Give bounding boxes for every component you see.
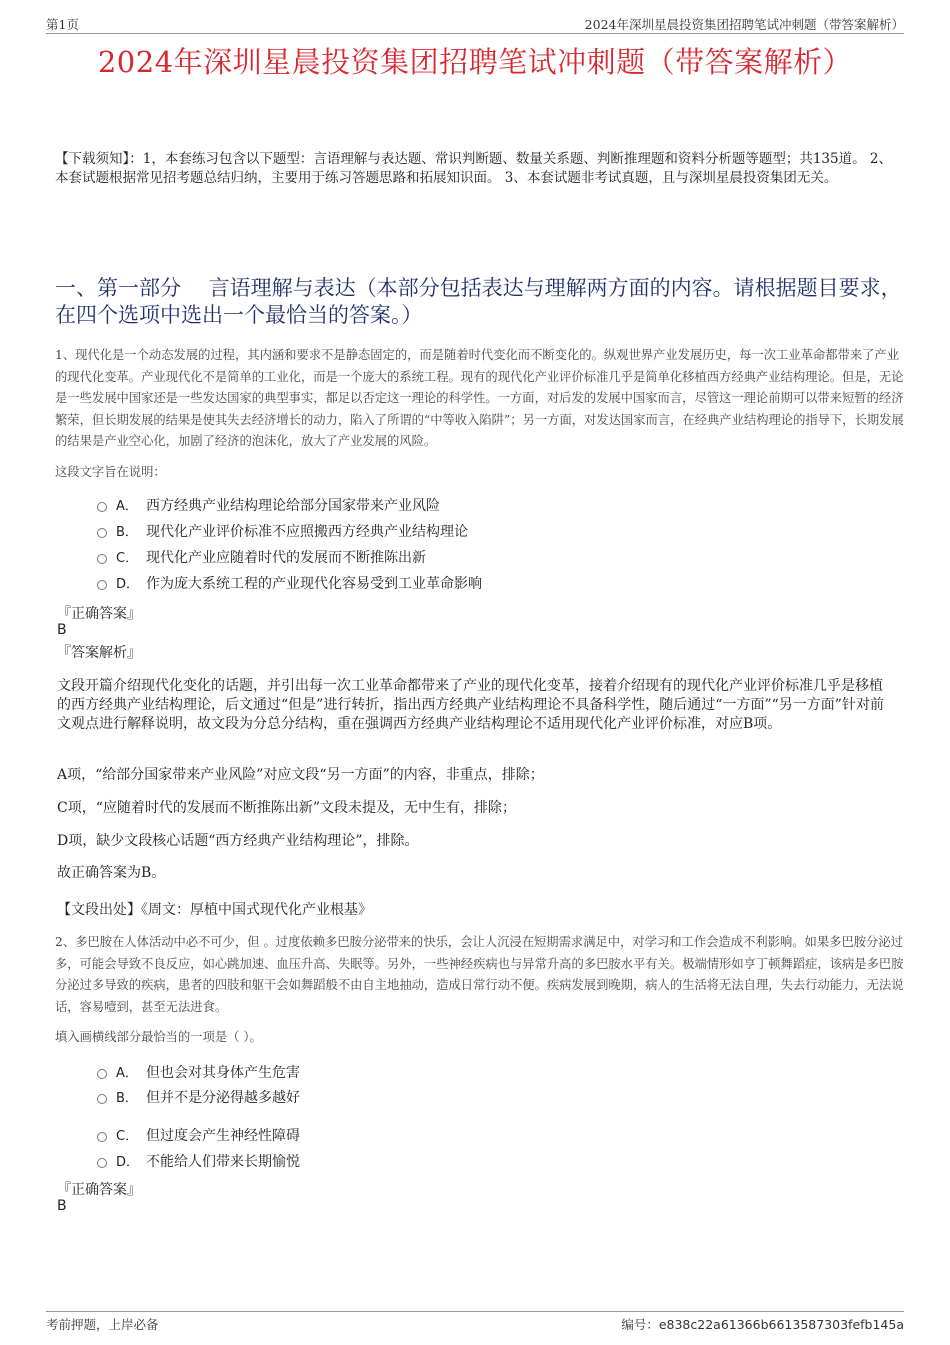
radio-icon[interactable] [97, 1094, 107, 1104]
q1-analysis-label: 『答案解析』 [57, 645, 141, 661]
radio-icon[interactable] [97, 502, 107, 512]
footer-code: 编号：e838c22a61366b6613587303fefb145a [621, 1317, 904, 1332]
page-number: 第1页 [46, 17, 79, 32]
question-1-text: 1、现代化是一个动态发展的过程，其内涵和要求不是静态固定的，而是随着时代变化而不断变化的。纵观世界产业发展历史，每一次工业革命都带来了产业的现代化变革。产业现代化不是简单的工业化，而是一个庞大的系统工程。现有的现代化产业评价标准几乎是简单化移植西方经典产业结构理论。但是，无论是一些发展中国家还是一些发达国家的典型事实，都足以否定这一理论的科学性。一方面，对后发的发展中国家而言，尽管这一理论前期可以带来短暂的经济繁荣，但长期发展的结果是使其失去经济增长的动力，陷入了所谓的“中等收入陷阱”；另一方面，对发达国家而言，在经典产业结构理论的指导下，长期发展的结果是产业空心化，加剧了经济的泡沫化，放大了产业发展的风险。 [55, 348, 904, 448]
q1-analysis-conclusion: 故正确答案为B。 [57, 865, 166, 881]
q2-option-d[interactable]: D． 不能给人们带来长期愉悦 [97, 1152, 300, 1172]
q1-answer: B [57, 622, 67, 638]
page-footer [46, 1311, 904, 1332]
q1-option-d[interactable]: D． 作为庞大系统工程的产业现代化容易受到工业革命影响 [97, 574, 482, 594]
section-title: 一、第一部分 言语理解与表达（本部分包括表达与理解两方面的内容。请根据题目要求，在四个选项中选出一个最恰当的答案。） [55, 276, 902, 327]
footer-slogan: 考前押题，上岸必备 [46, 1317, 159, 1332]
q1-analysis-d: D项，缺少文段核心话题“西方经典产业结构理论”，排除。 [57, 833, 419, 849]
radio-icon[interactable] [97, 528, 107, 538]
radio-icon[interactable] [97, 1132, 107, 1142]
q2-answer-label: 『正确答案』 [57, 1182, 141, 1198]
radio-icon[interactable] [97, 580, 107, 590]
q1-option-c[interactable]: C． 现代化产业应随着时代的发展而不断推陈出新 [97, 548, 426, 568]
q2-answer: B [57, 1198, 67, 1214]
q1-option-b[interactable]: B． 现代化产业评价标准不应照搬西方经典产业结构理论 [97, 522, 468, 542]
page-header [46, 13, 904, 34]
q2-option-c[interactable]: C． 但过度会产生神经性障碍 [97, 1126, 300, 1146]
q1-analysis-main: 文段开篇介绍现代化变化的话题，并引出每一次工业革命都带来了产业的现代化变革，接着介绍现有的现代化产业评价标准几乎是移植的西方经典产业结构理论，后文通过“但是”进行转折，指出西方经典产业结构理论不具备科学性，随后通过“一方面”“另一方面”针对前文观点进行解释说明，故文段为分总分结构，重在强调西方经典产业结构理论不适用现代化产业评价标准，对应B项。 [57, 678, 884, 732]
question-2-prompt: 填入画横线部分最恰当的一项是（ ）。 [55, 1030, 262, 1044]
radio-icon[interactable] [97, 1069, 107, 1079]
q1-analysis-a: A项，“给部分国家带来产业风险”对应文段“另一方面”的内容，非重点，排除； [57, 767, 544, 783]
q1-answer-label: 『正确答案』 [57, 606, 141, 622]
q1-analysis-c: C项，“应随着时代的发展而不断推陈出新”文段未提及，无中生有，排除； [57, 800, 517, 816]
document-title: 2024年深圳星晨投资集团招聘笔试冲刺题（带答案解析） [97, 45, 853, 79]
download-notice: 【下载须知】：1，本套练习包含以下题型：言语理解与表达题、常识判断题、数量关系题、判断推理题和资料分析题等题型；共135道。 2、本套试题根据常见招考题总结归纳，主要用于练习答题思路和拓展知识面。 3、本套试题非考试真题，且与深圳星晨投资集团无关。 [55, 151, 892, 186]
q2-option-a[interactable]: A． 但也会对其身体产生危害 [97, 1063, 300, 1083]
question-2-text: 2、多巴胺在人体活动中必不可少，但 。过度依赖多巴胺分泌带来的快乐，会让人沉浸在短期需求满足中，对学习和工作会造成不利影响。如果多巴胺分泌过多，可能会导致不良反应，如心跳加速、血压升高、失眠等。另外，一些神经疾病也与异常升高的多巴胺水平有关。极端情形如亨丁顿舞蹈症，该病是多巴胺分泌过多导致的疾病，患者的四肢和躯干会如舞蹈般不由自主地抽动，造成日常行动不便。疾病发展到晚期，病人的生活将无法自理，失去行动能力，无法说话，容易噎到，甚至无法进食。 [55, 935, 904, 1014]
q2-option-b[interactable]: B． 但并不是分泌得越多越好 [97, 1088, 300, 1108]
question-1-prompt: 这段文字旨在说明： [55, 465, 166, 479]
radio-icon[interactable] [97, 1158, 107, 1168]
q1-option-a[interactable]: A． 西方经典产业结构理论给部分国家带来产业风险 [97, 496, 440, 516]
radio-icon[interactable] [97, 554, 107, 564]
header-doc-title: 2024年深圳星晨投资集团招聘笔试冲刺题（带答案解析） [584, 17, 904, 32]
q1-source: 【文段出处】《周文：厚植中国式现代化产业根基》 [57, 902, 372, 918]
